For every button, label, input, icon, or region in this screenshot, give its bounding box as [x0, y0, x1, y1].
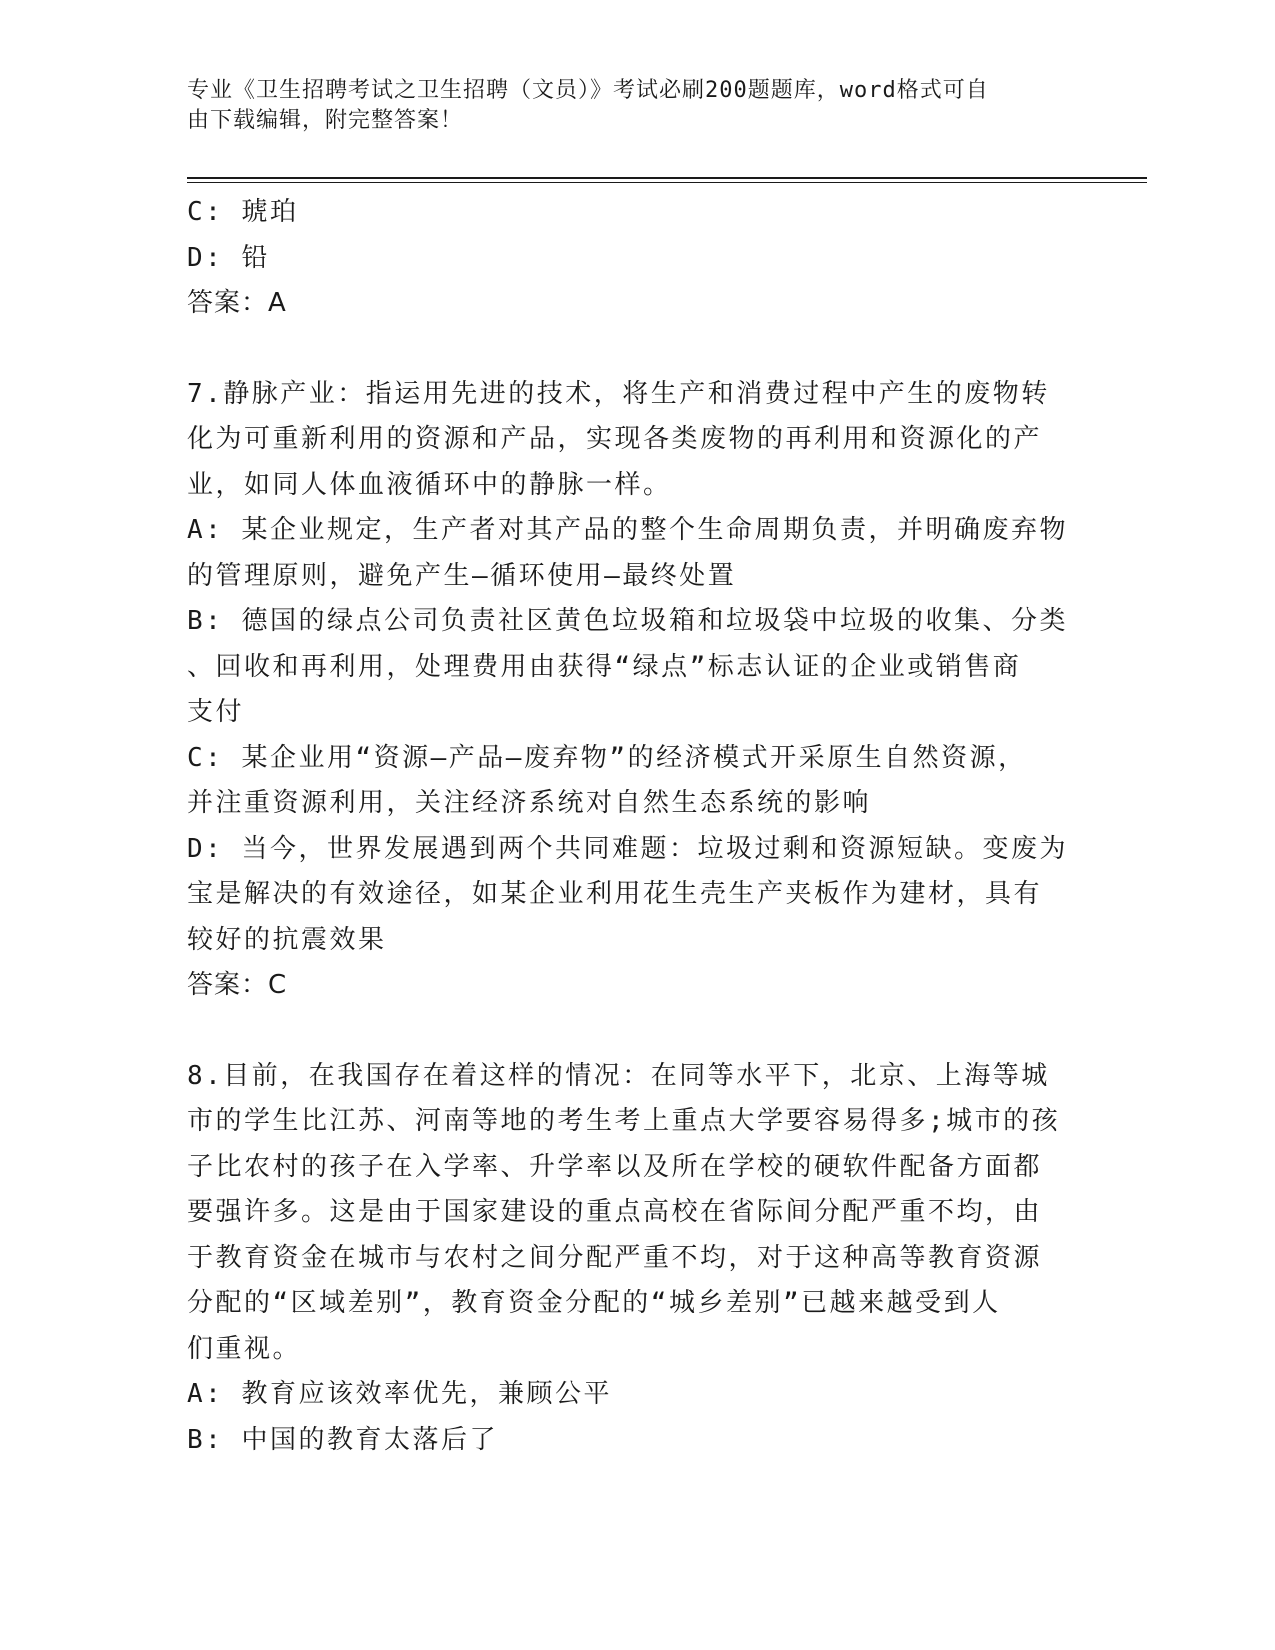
option-b — [187, 599, 1077, 736]
option-line: B: 德国的绿点公司负责社区黄色垃圾箱和垃圾袋中垃圾的收集、分类 — [187, 606, 1068, 636]
option-line: 并注重资源利用，关注经济系统对自然生态系统的影响 — [187, 788, 872, 818]
document-header — [187, 76, 1067, 136]
option-d: D: 铅 — [187, 242, 270, 273]
stem-line: 7.静脉产业：指运用先进的技术，将生产和消费过程中产生的废物转 — [187, 378, 1050, 409]
stem-line: 8.目前，在我国存在着这样的情况：在同等水平下，北京、上海等城 — [187, 1060, 1050, 1091]
stem-line: 要强许多。这是由于国家建设的重点高校在省际间分配严重不均，由 — [187, 1197, 1043, 1227]
spacer — [187, 1009, 1077, 1054]
answer-line: 答案：A — [187, 288, 287, 318]
question-stem — [187, 372, 1077, 509]
stem-line: 于教育资金在城市与农村之间分配严重不均，对于这种高等教育资源 — [187, 1242, 1043, 1273]
option-c: C: 琥珀 — [187, 197, 299, 227]
stem-line: 化为可重新利用的资源和产品，实现各类废物的再利用和资源化的产 — [187, 424, 1043, 454]
option-a: A: 教育应该效率优先，兼顾公平 — [187, 1379, 612, 1409]
header-line-2: 由下载编辑，附完整答案！ — [187, 108, 464, 133]
option-d — [187, 827, 1077, 964]
stem-line: 市的学生比江苏、河南等地的考生考上重点大学要容易得多;城市的孩 — [187, 1106, 1061, 1136]
option-line: 支付 — [187, 697, 245, 727]
option-c — [187, 736, 1077, 827]
stem-line: 子比农村的孩子在入学率、升学率以及所在学校的硬软件配备方面都 — [187, 1151, 1043, 1182]
option-a — [187, 508, 1077, 599]
question-6-tail — [187, 190, 1077, 327]
option-b: B: 中国的教育太落后了 — [187, 1424, 498, 1455]
stem-line: 业，如同人体血液循环中的静脉一样。 — [187, 469, 672, 500]
question-7 — [187, 372, 1077, 1009]
stem-line: 分配的“区域差别”，教育资金分配的“城乡差别”已越来越受到人 — [187, 1288, 1001, 1318]
spacer — [187, 327, 1077, 372]
header-line-1: 专业《卫生招聘考试之卫生招聘（文员）》考试必刷200题题库，word格式可自 — [187, 78, 989, 103]
stem-line: 们重视。 — [187, 1333, 302, 1364]
option-line: 宝是解决的有效途径，如某企业利用花生壳生产夹板作为建材，具有 — [187, 879, 1043, 909]
option-line: 、回收和再利用，处理费用由获得“绿点”标志认证的企业或销售商 — [187, 651, 1022, 682]
document-body — [187, 190, 1077, 1463]
header-divider-thick — [187, 177, 1147, 179]
option-line: 的管理原则，避免产生—循环使用—最终处置 — [187, 560, 737, 591]
option-line: C: 某企业用“资源—产品—废弃物”的经济模式开采原生自然资源， — [187, 742, 1027, 773]
option-line: A: 某企业规定，生产者对其产品的整个生命周期负责，并明确废弃物 — [187, 515, 1068, 545]
option-line: 较好的抗震效果 — [187, 924, 387, 955]
header-divider-thin — [187, 182, 1147, 183]
question-stem — [187, 1054, 1077, 1373]
question-8 — [187, 1054, 1077, 1464]
answer-line: 答案：C — [187, 970, 288, 1000]
option-line: D: 当今，世界发展遇到两个共同难题：垃圾过剩和资源短缺。变废为 — [187, 833, 1068, 864]
